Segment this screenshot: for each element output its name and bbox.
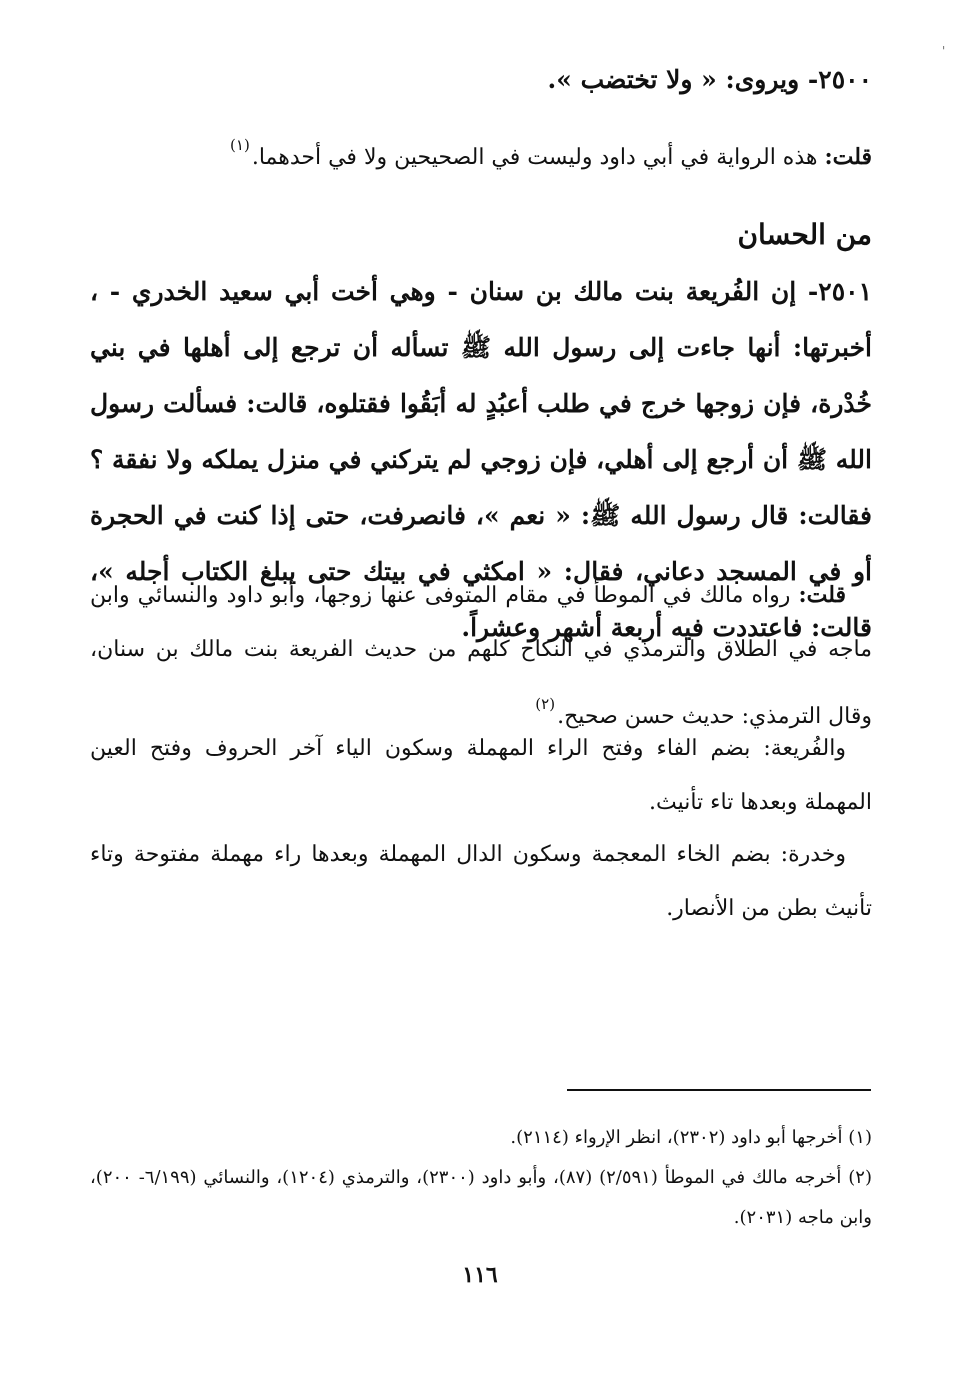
footnotes bbox=[90, 1118, 872, 1238]
note-2500-text: هذه الرواية في أبي داود وليست في الصحيحين ولا في أحدهما. bbox=[251, 145, 818, 170]
footnote-ref-1[interactable]: (١) bbox=[230, 136, 250, 154]
section-heading: من الحسان bbox=[737, 218, 872, 251]
gloss-khudrah bbox=[90, 828, 872, 936]
hadith-2501-text: ٢٥٠١- إن الفُريعة بنت مالك بن سنان - وهي أخت أبي سعيد الخدري - ، أخبرتها: أنها جاءت إلى رسول الله ﷺ تسأله أن ترجع إلى أهلها في بني خُدْرة، فإن زوجها خرج في طلب أعبُدٍ له أبَقُوا فقتلوه، قالت: فسألت رسول الله ﷺ أن أرجع إلى أهلي، فإن زوجي لم يتركني في منزل يملكه ولا نفقة ؟ فقالت: قال رسول الله ﷺ: « نعم »، فانصرفت، حتى إذا كنت في الحجرة أو في المسجد دعاني، فقال: « امكثي في بيتك حتى يبلغ الكتاب أجله »، قالت: فاعتددت فيه أربعة أشهر وعشراً. bbox=[90, 277, 872, 642]
footnote-separator bbox=[567, 1089, 871, 1091]
margin-mark: ' bbox=[942, 44, 946, 58]
hadith-2500-text: ٢٥٠٠- ويروى: « ولا تختضب ». bbox=[547, 65, 872, 94]
footnote-2: (٢) أخرجه مالك في الموطأ (٢/٥٩١) (٨٧)، وأبو داود (٢٣٠٠)، والترمذي (١٢٠٤)، والنسائي (٦/١٩٩- ٢٠٠)، وابن ماجه (٢٠٣١). bbox=[90, 1167, 872, 1228]
hadith-2500 bbox=[90, 52, 872, 108]
note-2500-lead: قلت: bbox=[824, 144, 872, 170]
gloss-furayah bbox=[90, 722, 872, 830]
note-2500 bbox=[90, 118, 872, 185]
footnote-1: (١) أخرجها أبو داود (٢٣٠٢)، انظر الإرواء (٢١١٤). bbox=[510, 1127, 872, 1148]
note-2501-lead: قلت: bbox=[798, 582, 846, 608]
note-2501-text: رواه مالك في الموطأ في مقام المتوفى عنها زوجها، وأبو داود والنسائي وابن ماجه في الطلاق والترمذي في النكاح كلهم من حديث الفريعة بنت مالك بن سنان، وقال الترمذي: حديث حسن صحيح. bbox=[90, 583, 873, 729]
gloss-furayah-text: والفُريعة: بضم الفاء وفتح الراء المهملة وسكون الياء آخر الحروف وفتح العين المهملة وبعدها تاء تأنيث. bbox=[90, 736, 872, 815]
gloss-khudrah-text: وخدرة: بضم الخاء المعجمة وسكون الدال المهملة وبعدها راء مهملة مفتوحة وتاء تأنيث بطن من الأنصار. bbox=[90, 842, 872, 921]
page-number: ١١٦ bbox=[462, 1262, 498, 1288]
footnote-ref-2[interactable]: (٢) bbox=[535, 695, 556, 713]
note-2501 bbox=[90, 568, 872, 744]
